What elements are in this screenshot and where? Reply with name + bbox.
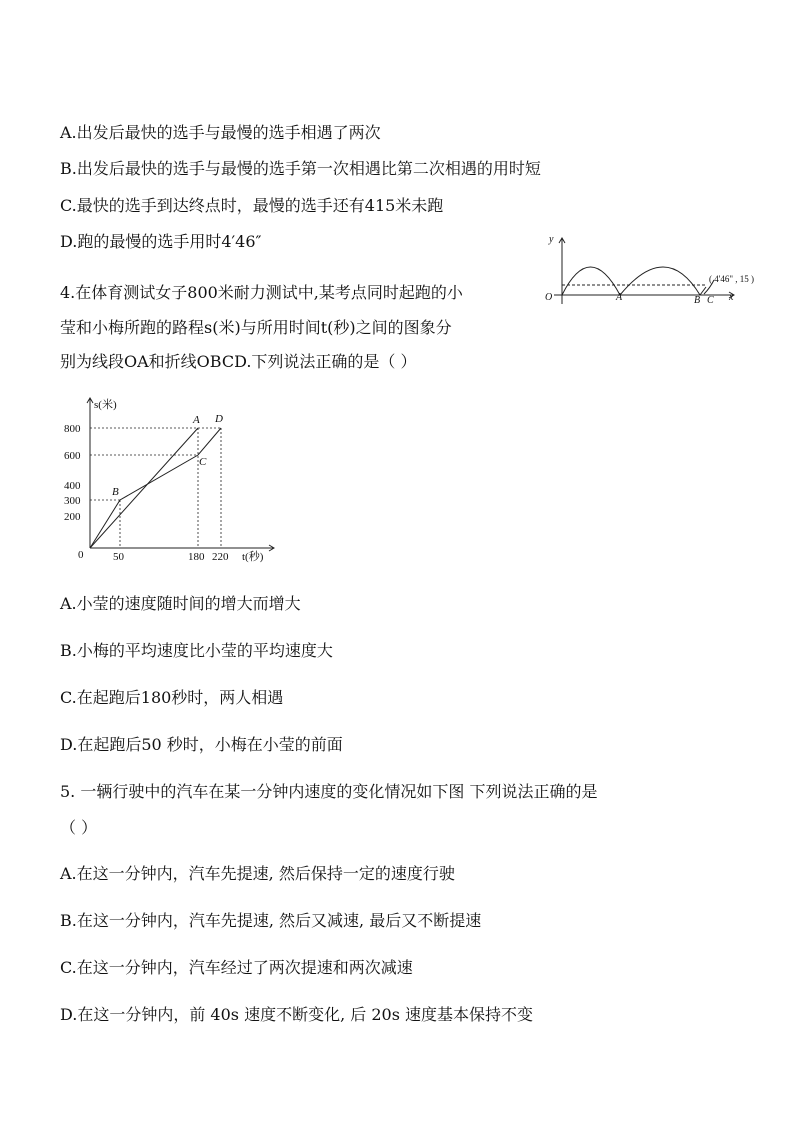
q5-stem-line-2: （ ） [60,818,98,837]
q4-origin-label: 0 [78,549,84,561]
q3-slow-curve [700,287,706,295]
q4-x-tick-220: 220 [212,551,229,563]
q4-line-oa [90,428,198,548]
q4-x-axis-label: t(秒) [242,551,264,563]
q5-option-c: C.在这一分钟内，汽车经过了两次提速和两次减速 [60,958,413,977]
q4-y-tick-400: 400 [64,480,81,492]
q4-polyline-obcd [90,428,221,548]
q4-point-b: B [112,486,119,498]
q4-y-tick-600: 600 [64,450,81,462]
q5-option-a: A.在这一分钟内，汽车先提速, 然后保持一定的速度行驶 [60,864,455,883]
q4-y-tick-800: 800 [64,423,81,435]
q4-option-b: B.小梅的平均速度比小莹的平均速度大 [60,641,333,660]
q4-figure [56,392,286,572]
q5-option-d: D.在这一分钟内，前 40s 速度不断变化, 后 20s 速度基本保持不变 [60,1005,534,1024]
q4-y-axis-label: s(米) [94,399,117,411]
q3-origin-label: O [545,292,553,303]
q4-point-c: C [199,456,207,468]
q4-x-tick-180: 180 [188,551,205,563]
q3-option-a: A.出发后最快的选手与最慢的选手相遇了两次 [60,123,381,142]
q3-option-c: C.最快的选手到达终点时，最慢的选手还有415米未跑 [60,196,444,215]
q5-stem-line-1: 5. 一辆行驶中的汽车在某一分钟内速度的变化情况如下图 下列说法正确的是 [60,782,598,801]
q4-y-tick-200: 200 [64,511,81,523]
q3-option-b: B.出发后最快的选手与最慢的选手第一次相遇比第二次相遇的用时短 [60,159,541,178]
q3-y-label: y [549,234,554,245]
q3-point-a: A [616,292,623,303]
q3-fast-curve [562,267,700,295]
q4-option-d: D.在起跑后50 秒时，小梅在小莹的前面 [60,735,343,754]
q4-point-a: A [193,414,200,426]
q5-option-b: B.在这一分钟内，汽车先提速, 然后又减速, 最后又不断提速 [60,911,482,930]
q4-point-d: D [215,413,223,425]
q4-stem-line-1: 4.在体育测试女子800米耐力测试中,某考点同时起跑的小 [60,283,463,302]
q3-point-b: B [694,295,701,306]
q4-option-a: A.小莹的速度随时间的增大而增大 [60,594,301,613]
q4-stem-line-3: 别为线段OA和折线OBCD.下列说法正确的是（ ） [60,352,417,371]
q3-figure [536,232,776,312]
q4-stem-line-2: 莹和小梅所跑的路程s(米)与所用时间t(秒)之间的图象分 [60,318,452,337]
q4-option-c: C.在起跑后180秒时，两人相遇 [60,688,284,707]
q3-point-c: C [707,295,714,306]
q4-y-tick-300: 300 [64,495,81,507]
q3-annotation: ( 4'46" , 15 ) [709,274,755,284]
q4-x-tick-50: 50 [113,551,124,563]
q3-option-d: D.跑的最慢的选手用时4′46″ [60,232,262,251]
q3-x-label: x [729,292,734,303]
